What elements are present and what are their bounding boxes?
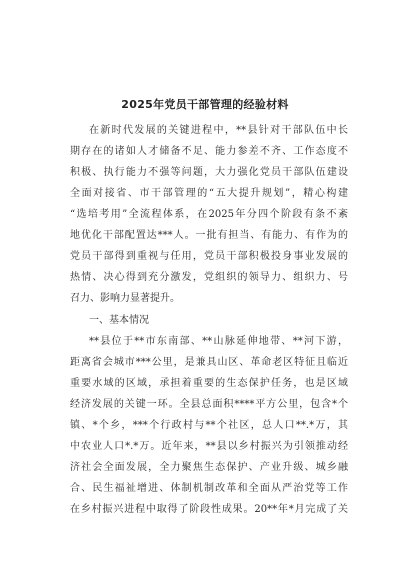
document-title: 2025年党员干部管理的经验材料 [121, 98, 289, 111]
paragraph-line: 地优化干部配置达***人。一批有担当、有能力、有作为的 [70, 230, 348, 241]
paragraph-line: 期存在的诸如人才储备不足、能力参差不齐、工作态度不 [70, 146, 348, 157]
paragraph-line: 全面对接省、市干部管理的“五大提升规划”，精心构建 [70, 188, 348, 199]
paragraph-line: 热情、决心得到充分激发，党组织的领导力、组织力、号 [70, 272, 348, 283]
paragraph-line: 济社会全面发展，全力聚焦生态保护、产业升级、城乡融 [70, 462, 348, 473]
paragraph-line: “选培考用”全流程体系，在2025年分四个阶段有条不紊 [70, 209, 348, 220]
paragraph-line: 中农业人口*.*万。近年来，**县以乡村振兴为引领推动经 [70, 441, 348, 452]
paragraph-line: **县位于**市东南部、**山脉延伸地带、**河下游， [89, 336, 348, 347]
paragraph-line: 距离省会城市***公里，是兼具山区、革命老区特征且临近 [70, 357, 348, 368]
paragraph-line: 合、民生福祉增进、体制机制改革和全面从严治党等工作 [70, 483, 348, 494]
paragraph-line: 积极、执行能力不强等问题，大力强化党员干部队伍建设 [70, 167, 348, 178]
paragraph-line: 重要水域的区域，承担着重要的生态保护任务，也是区域 [70, 378, 348, 389]
paragraph-line: 党员干部得到重视与任用，党员干部积极投身事业发展的 [70, 251, 348, 262]
paragraph-line: 在乡村振兴进程中取得了阶段性成果。20**年*月完成了关 [70, 504, 348, 515]
paragraph-line: 在新时代发展的关键进程中，**县针对干部队伍中长 [89, 125, 348, 136]
paragraph-line: 镇、*个乡，***个行政村与**个社区，总人口**.*万，其 [70, 420, 348, 431]
paragraph-line: 召力、影响力显著提升。 [70, 293, 180, 304]
section-heading: 一、基本情况 [89, 315, 149, 326]
paragraph-line: 经济发展的关键一环。全县总面积****平方公里，包含*个 [70, 399, 348, 410]
